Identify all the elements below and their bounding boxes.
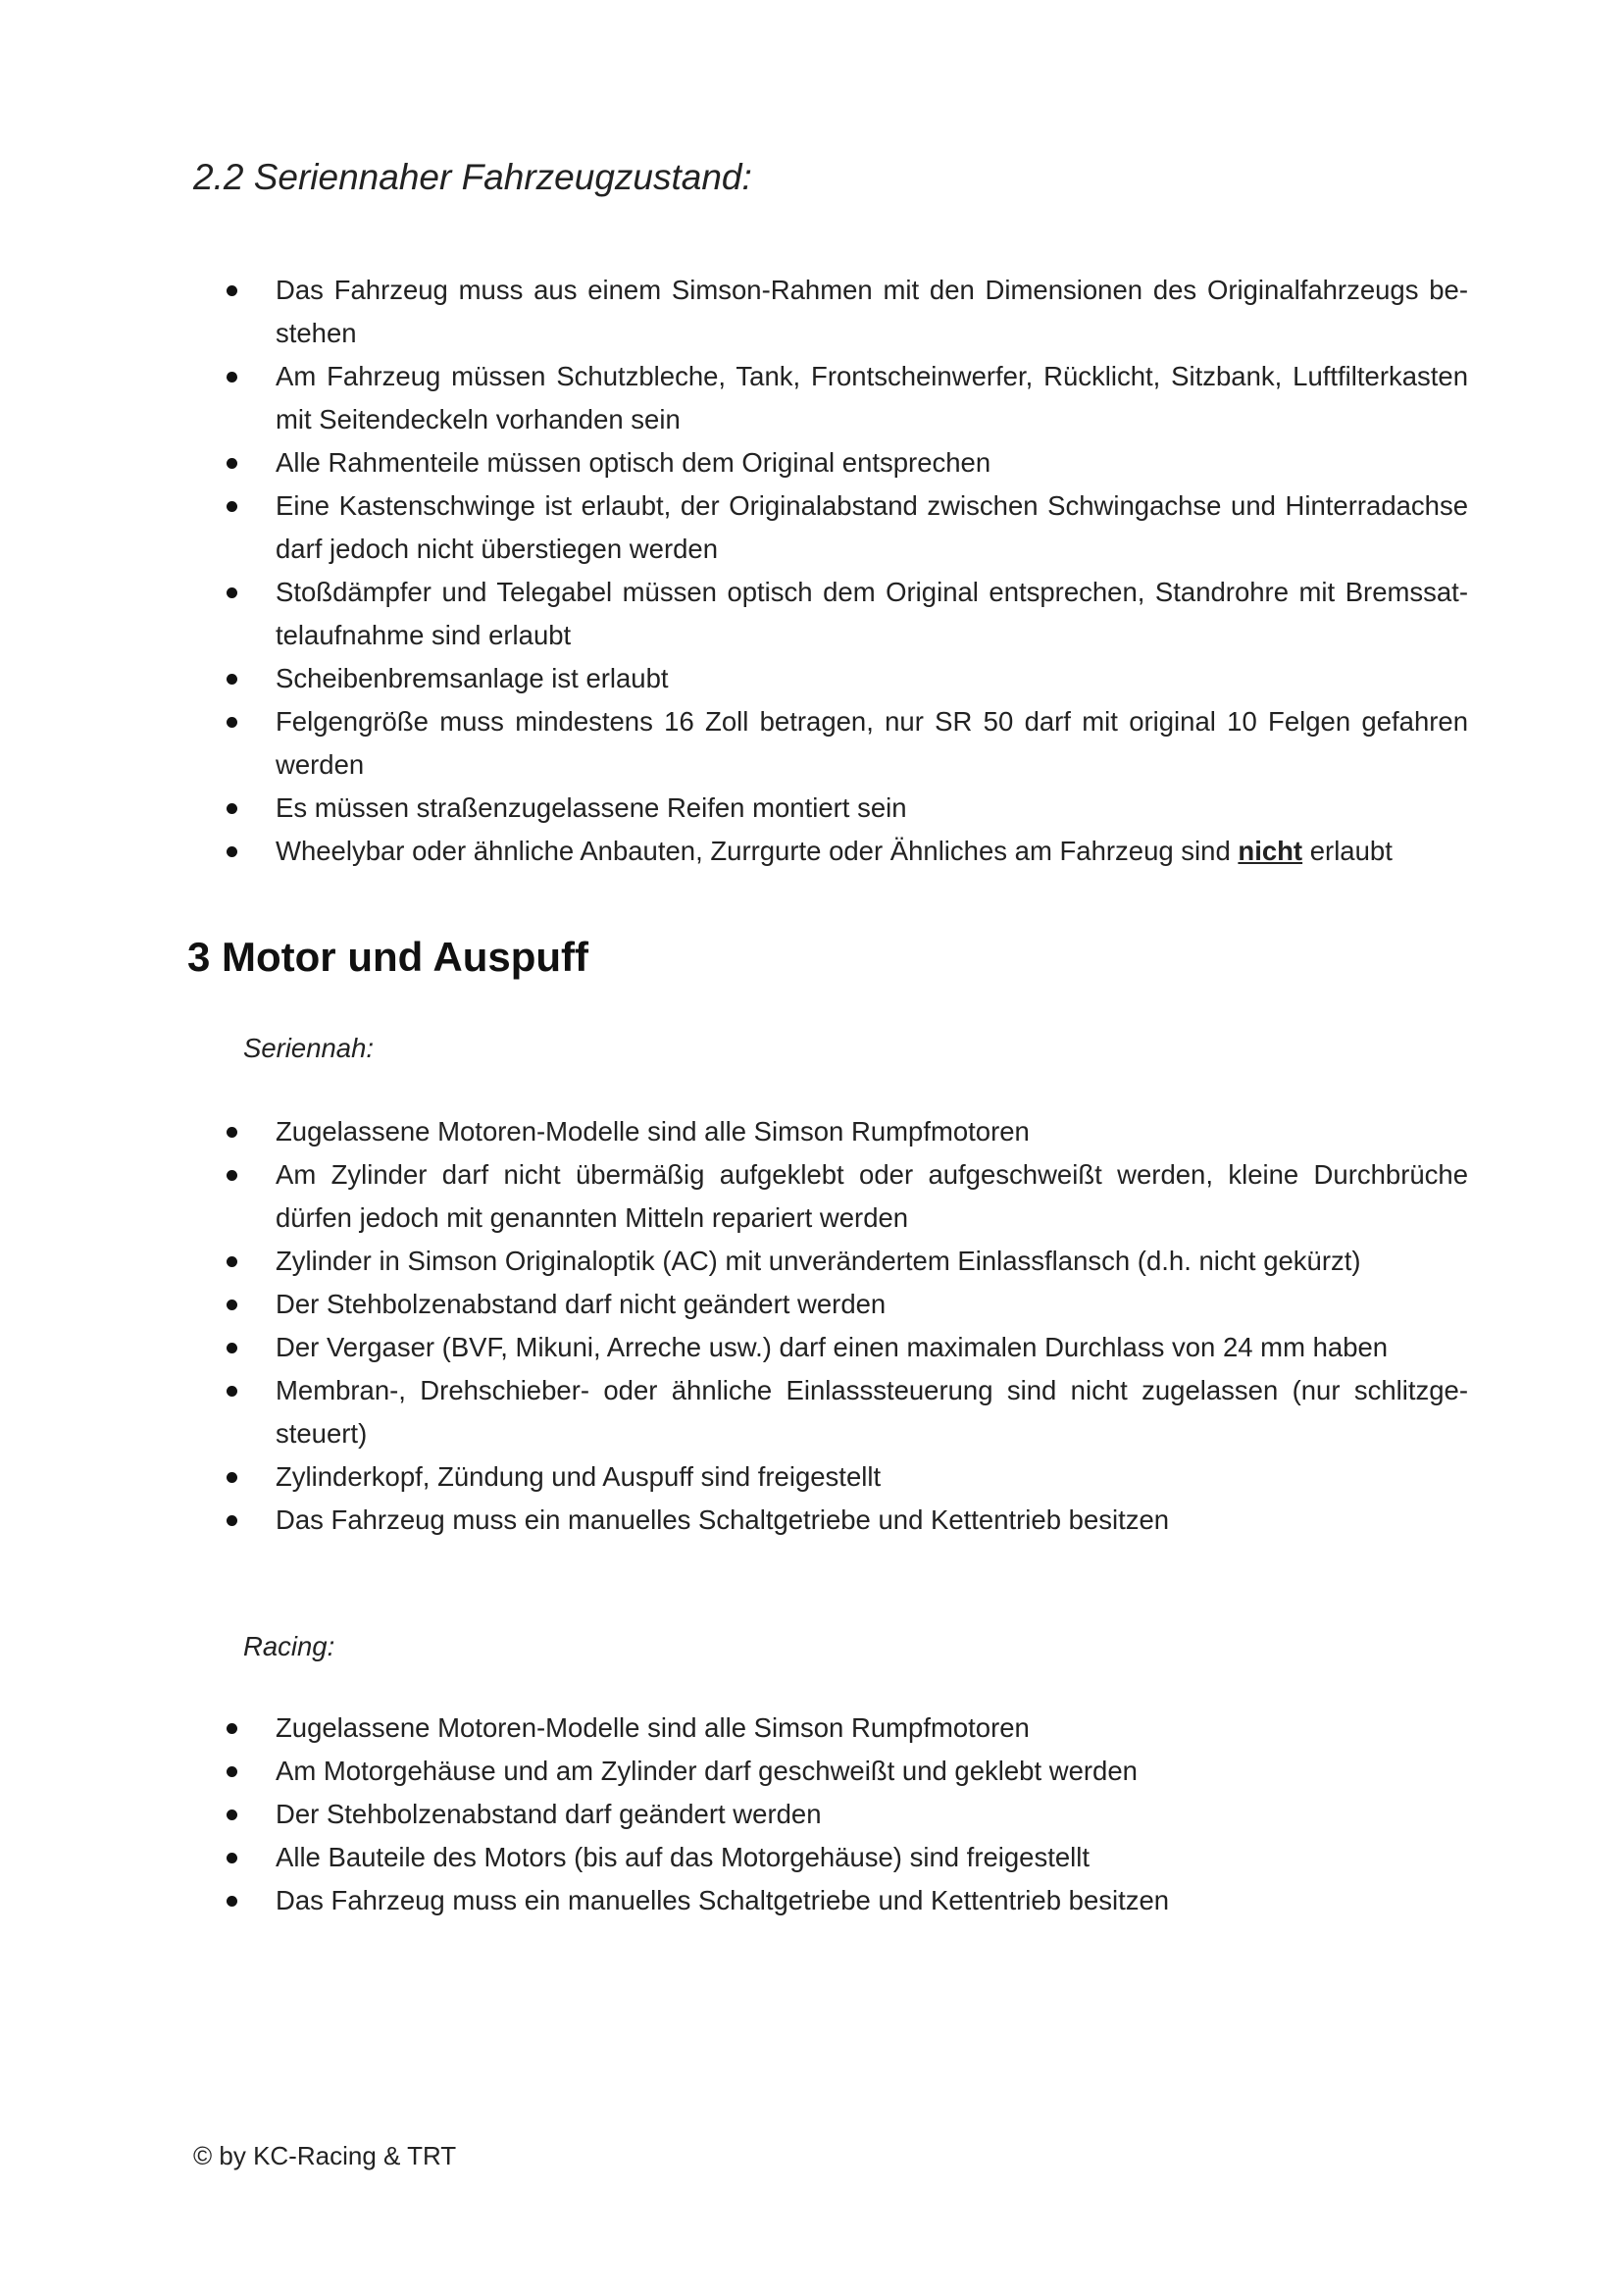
section-3-heading: 3 Motor und Auspuff [187,934,589,980]
bullet-icon [227,1896,237,1907]
bullet-icon [227,458,237,469]
bullet-icon [227,1386,237,1397]
footer-copyright: © by KC-Racing & TRT [193,2141,457,2170]
bullet-icon [227,501,237,512]
racing-list [223,1707,1468,1922]
seriennah-label: Seriennah: [243,1033,375,1063]
list-item: Zugelassene Motoren-Modelle sind alle Simson Rumpfmotoren [223,1110,1468,1153]
bullet-icon [227,1853,237,1863]
bullet-icon [227,1766,237,1777]
bullet-icon [227,372,237,382]
seriennah-list [223,1110,1468,1542]
list-item: Membran-, Drehschieber- oder ähnliche Einlasssteuerung sind nicht zugelassen (nur schlitzge- steuert) [223,1369,1468,1455]
bullet-icon [227,1472,237,1483]
racing-label: Racing: [243,1631,335,1661]
list-item: Am Motorgehäuse und am Zylinder darf geschweißt und geklebt werden [223,1750,1468,1793]
section-2-2-list [223,269,1468,873]
list-item: Zylinderkopf, Zündung und Auspuff sind freigestellt [223,1455,1468,1499]
section-2-2-title: 2.2 Seriennaher Fahrzeugzustand: [193,157,752,197]
bullet-icon [227,1256,237,1267]
list-item: Das Fahrzeug muss aus einem Simson-Rahmen mit den Dimensionen des Originalfahrzeugs be- stehen [223,269,1468,355]
bullet-icon [227,285,237,296]
bullet-icon [227,1127,237,1138]
list-item: Der Vergaser (BVF, Mikuni, Arreche usw.) darf einen maximalen Durchlass von 24 mm haben [223,1326,1468,1369]
list-item: Zugelassene Motoren-Modelle sind alle Simson Rumpfmotoren [223,1707,1468,1750]
bullet-icon [227,803,237,814]
bullet-icon [227,1170,237,1181]
list-item: Stoßdämpfer und Telegabel müssen optisch dem Original entsprechen, Standrohre mit Bremssat- telaufnahme sind erlaubt [223,571,1468,657]
list-item: Zylinder in Simson Originaloptik (AC) mit unverändertem Einlassflansch (d.h. nicht gekürzt) [223,1240,1468,1283]
list-item: Felgengröße muss mindestens 16 Zoll betragen, nur SR 50 darf mit original 10 Felgen gefahren werden [223,700,1468,787]
list-item: Alle Rahmenteile müssen optisch dem Original entsprechen [223,441,1468,484]
wheelybar-text-after: erlaubt [1302,836,1393,866]
bullet-icon [227,846,237,857]
bullet-icon [227,1300,237,1310]
wheelybar-text-before: Wheelybar oder ähnliche Anbauten, Zurrgurte oder Ähnliches am Fahrzeug sind [276,836,1239,866]
bullet-icon [227,1723,237,1734]
bullet-icon [227,674,237,685]
bullet-icon [227,587,237,598]
list-item: Das Fahrzeug muss ein manuelles Schaltgetriebe und Kettentrieb besitzen [223,1879,1468,1922]
bullet-icon [227,717,237,728]
emphasis-nicht: nicht [1238,836,1303,866]
list-item [223,830,1468,873]
bullet-icon [227,1810,237,1820]
list-item: Eine Kastenschwinge ist erlaubt, der Originalabstand zwischen Schwingachse und Hinterradachse darf jedoch nicht überstiegen werden [223,484,1468,571]
bullet-icon [227,1515,237,1526]
list-item: Das Fahrzeug muss ein manuelles Schaltgetriebe und Kettentrieb besitzen [223,1499,1468,1542]
list-item: Am Fahrzeug müssen Schutzbleche, Tank, Frontscheinwerfer, Rücklicht, Sitzbank, Luftfilterkasten mit Seitendeckeln vorhanden sein [223,355,1468,441]
bullet-icon [227,1343,237,1353]
list-item: Der Stehbolzenabstand darf nicht geändert werden [223,1283,1468,1326]
list-item: Der Stehbolzenabstand darf geändert werden [223,1793,1468,1836]
list-item: Scheibenbremsanlage ist erlaubt [223,657,1468,700]
list-item: Es müssen straßenzugelassene Reifen montiert sein [223,787,1468,830]
list-item: Am Zylinder darf nicht übermäßig aufgeklebt oder aufgeschweißt werden, kleine Durchbrüche dürfen jedoch mit genannten Mitteln repariert werden [223,1153,1468,1240]
list-item: Alle Bauteile des Motors (bis auf das Motorgehäuse) sind freigestellt [223,1836,1468,1879]
